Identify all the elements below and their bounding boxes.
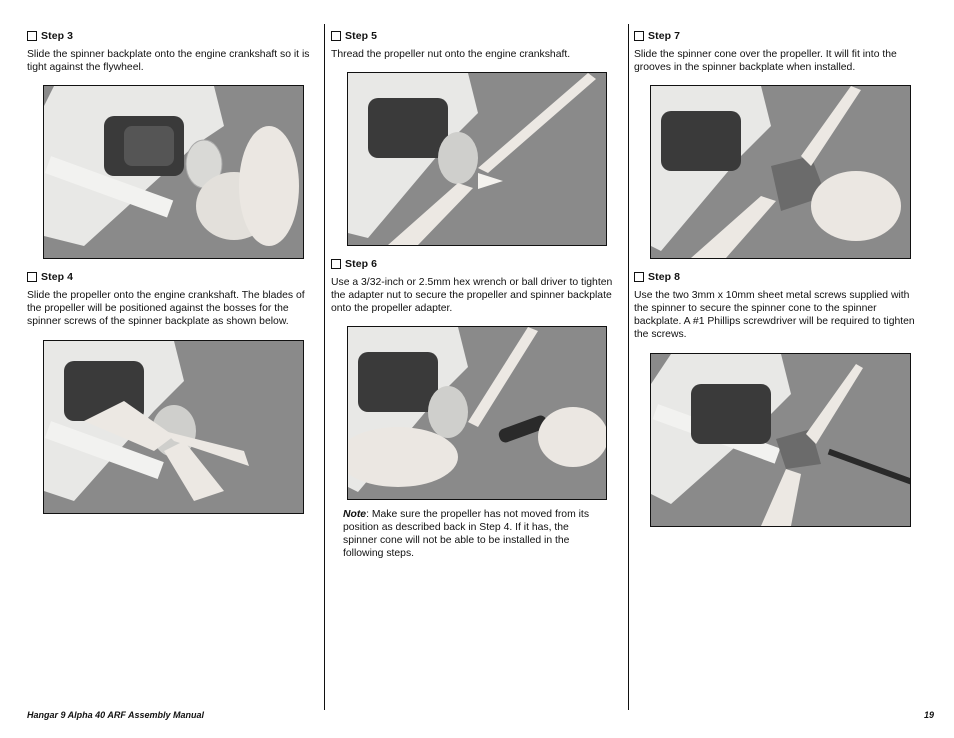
step-6-checkbox[interactable] xyxy=(331,259,341,269)
footer-page-number: 19 xyxy=(924,710,935,720)
note-label: Note xyxy=(343,509,367,520)
step-3-title: Step 3 xyxy=(41,30,74,42)
step-6-heading xyxy=(331,258,377,270)
step-7-checkbox[interactable] xyxy=(634,31,644,41)
step-6-text: Use a 3/32-inch or 2.5mm hex wrench or ball driver to tighten the adapter nut to secure the propeller and spinner backplate onto the propeller adapter. xyxy=(331,277,613,314)
step-5-heading xyxy=(331,30,377,42)
footer-manual-title: Hangar 9 Alpha 40 ARF Assembly Manual xyxy=(27,710,205,720)
step-5-checkbox[interactable] xyxy=(331,31,341,41)
step-3-checkbox[interactable] xyxy=(27,31,37,41)
note-text: : Make sure the propeller has not moved from its position as described back in Step 4. If it has, the spinner cone will not be able to be installed in the following steps. xyxy=(343,509,590,559)
step-7-photo xyxy=(650,85,911,259)
step-6-note xyxy=(343,508,603,560)
step-6-title: Step 6 xyxy=(345,258,378,270)
step-3-heading xyxy=(27,30,73,42)
step-8-heading xyxy=(634,271,680,283)
step-7-text: Slide the spinner cone over the propeller. It will fit into the grooves in the spinner backplate when installed. xyxy=(634,49,897,73)
column-divider-right xyxy=(628,24,629,710)
step-8-checkbox[interactable] xyxy=(634,272,644,282)
step-4-title: Step 4 xyxy=(41,271,74,283)
column-divider-left xyxy=(324,24,325,710)
step-4-checkbox[interactable] xyxy=(27,272,37,282)
step-5-title: Step 5 xyxy=(345,30,378,42)
step-7-heading xyxy=(634,30,680,42)
step-8-photo xyxy=(650,353,911,527)
step-4-heading xyxy=(27,271,73,283)
step-5-text: Thread the propeller nut onto the engine crankshaft. xyxy=(331,49,571,60)
step-3-text: Slide the spinner backplate onto the engine crankshaft so it is tight against the flywheel. xyxy=(27,49,310,73)
step-5-photo xyxy=(347,72,607,246)
step-6-photo xyxy=(347,326,607,500)
step-4-photo xyxy=(43,340,304,514)
step-7-title: Step 7 xyxy=(648,30,681,42)
step-4-text: Slide the propeller onto the engine crankshaft. The blades of the propeller will be positioned against the bosses for the spinner screws of the spinner backplate as shown below. xyxy=(27,290,305,327)
step-8-text: Use the two 3mm x 10mm sheet metal screws supplied with the spinner to secure the spinner cone to the spinner backplate. A #1 Phillips screwdriver will be required to tighten the screws. xyxy=(634,290,915,340)
step-3-photo xyxy=(43,85,304,259)
step-8-title: Step 8 xyxy=(648,271,681,283)
